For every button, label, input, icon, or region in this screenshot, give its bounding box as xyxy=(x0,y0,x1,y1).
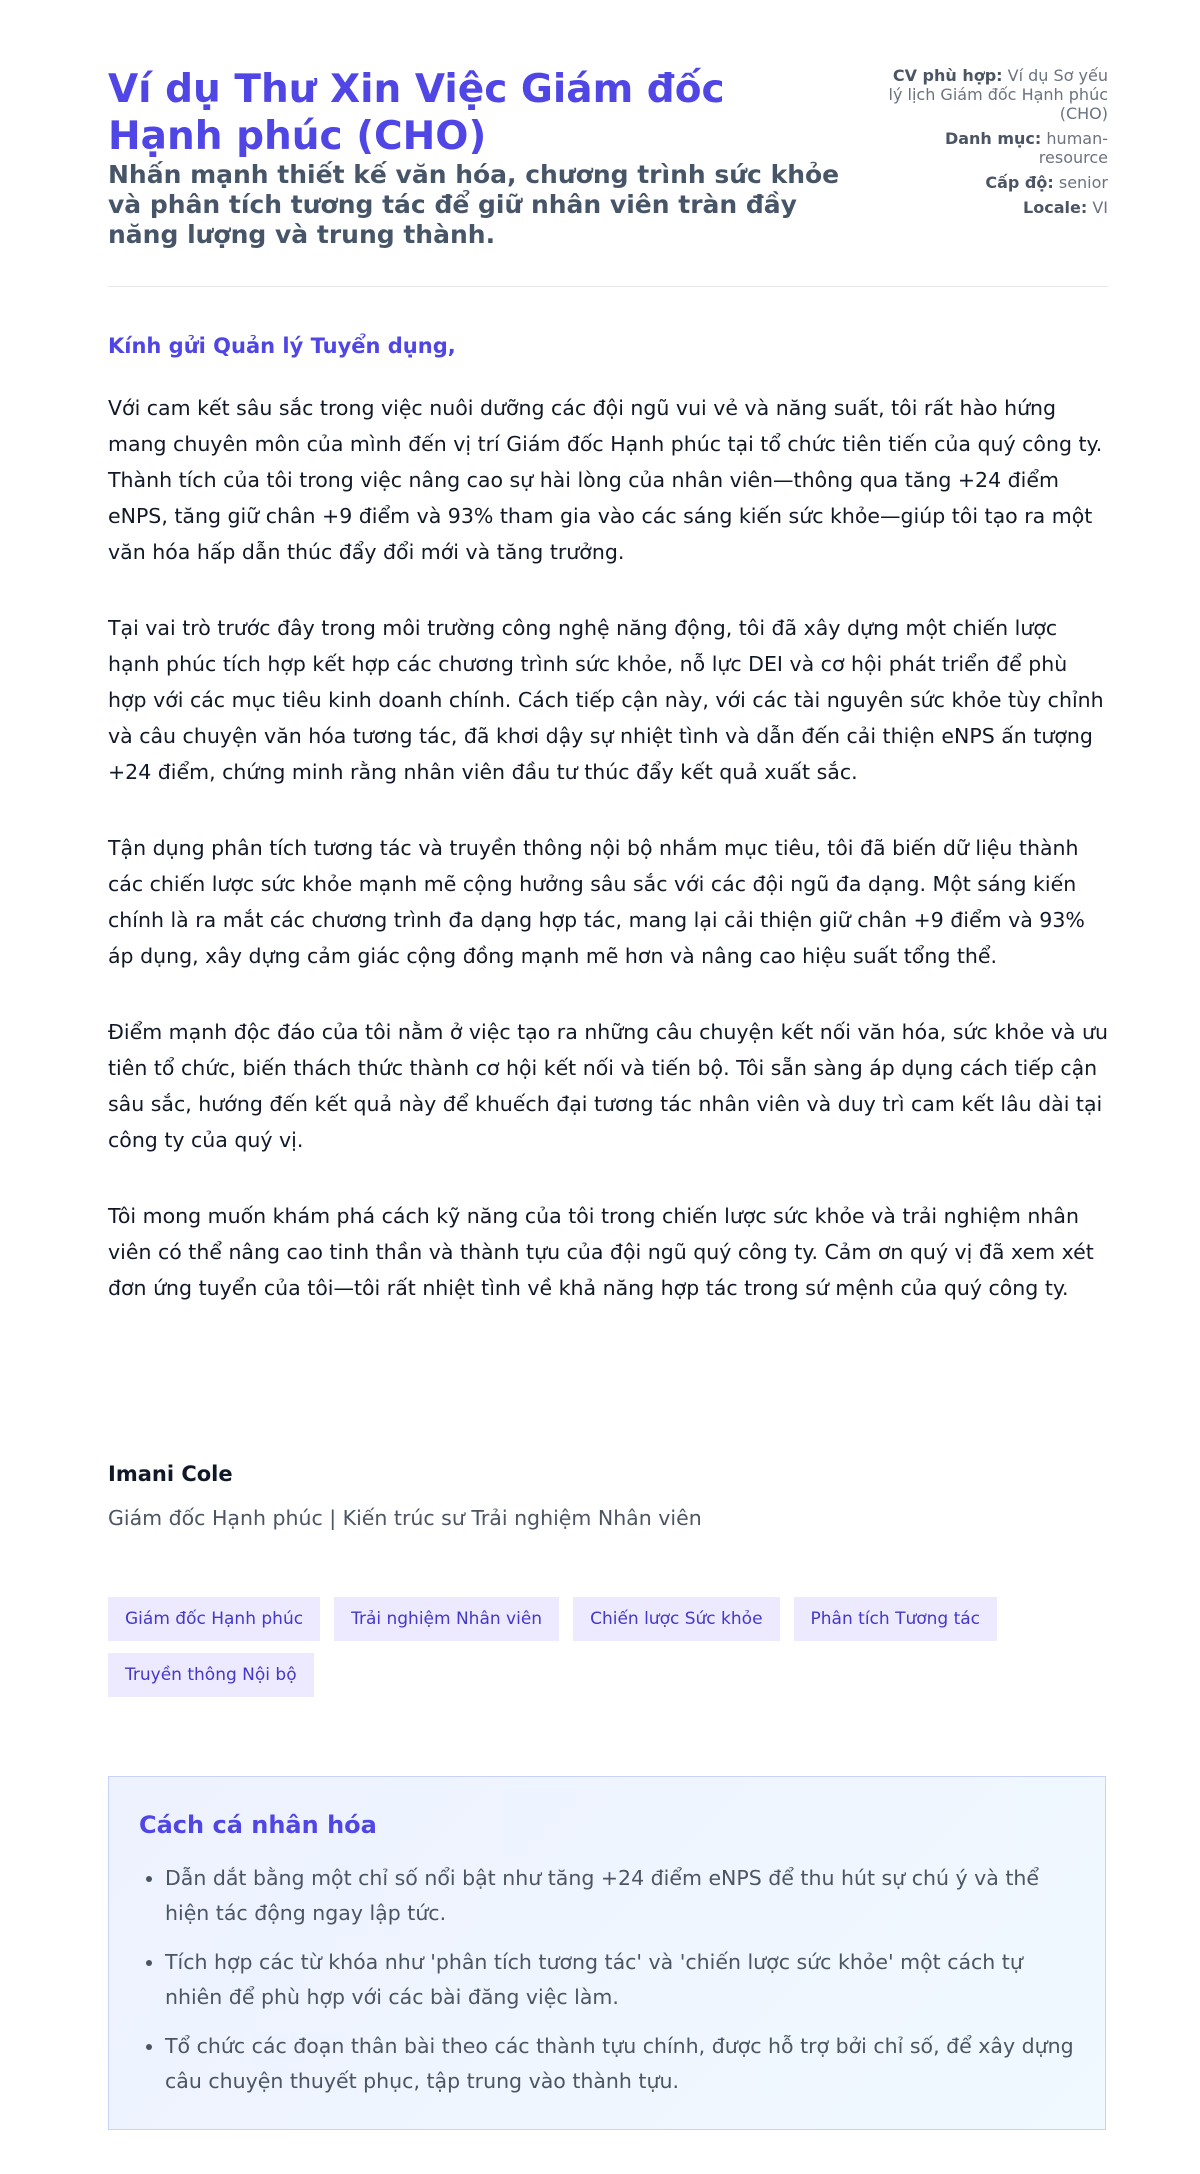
meta-locale-value: VI xyxy=(1092,198,1108,217)
meta-cv-label: CV phù hợp: xyxy=(892,66,1003,85)
tips-title: Cách cá nhân hóa xyxy=(139,1811,377,1839)
header-divider xyxy=(108,286,1108,287)
letter-paragraph: Tôi mong muốn khám phá cách kỹ năng của tôi trong chiến lược sức khỏe và trải nghiệm nhân viên có thể nâng cao tinh thần và thành tựu của đội ngũ quý công ty. Cảm ơn quý vị đã xem xét đơn ứng tuyển của tôi—tôi rất nhiệt tình về khả năng hợp tác trong sứ mệnh của quý công ty. xyxy=(108,1204,1094,1300)
tip-item: • Tích hợp các từ khóa như 'phân tích tương tác' và 'chiến lược sức khỏe' một cách tự nhiên để phù hợp với các bài đăng việc làm. xyxy=(165,1945,1085,2015)
meta-category xyxy=(888,129,1108,167)
tips-list xyxy=(135,1861,1085,2113)
letter-paragraph: Tại vai trò trước đây trong môi trường công nghệ năng động, tôi đã xây dựng một chiến lược hạnh phúc tích hợp kết hợp các chương trình sức khỏe, nỗ lực DEI và cơ hội phát triển để phù hợp với các mục tiêu kinh doanh chính. Cách tiếp cận này, với các tài nguyên sức khỏe tùy chỉnh và câu chuyện văn hóa tương tác, đã khơi dậy sự nhiệt tình và dẫn đến cải thiện eNPS ấn tượng +24 điểm, chứng minh rằng nhân viên đầu tư thúc đẩy kết quả xuất sắc. xyxy=(108,616,1104,784)
meta-panel xyxy=(888,66,1108,223)
meta-locale xyxy=(888,198,1108,217)
letter-body xyxy=(108,390,1108,1346)
tip-item: • Dẫn dắt bằng một chỉ số nổi bật như tăng +24 điểm eNPS để thu hút sự chú ý và thể hiện tác động ngay lập tức. xyxy=(165,1861,1085,1931)
tag-list xyxy=(108,1597,1108,1697)
salutation: Kính gửi Quản lý Tuyển dụng, xyxy=(108,334,456,358)
tip-item: • Tổ chức các đoạn thân bài theo các thành tựu chính, được hỗ trợ bởi chỉ số, để xây dựng câu chuyện thuyết phục, tập trung vào thành tựu. xyxy=(165,2029,1085,2099)
tag: Phân tích Tương tác xyxy=(794,1597,998,1641)
tag: Giám đốc Hạnh phúc xyxy=(108,1597,320,1641)
meta-locale-label: Locale: xyxy=(1023,198,1088,217)
signature-title: Giám đốc Hạnh phúc | Kiến trúc sư Trải nghiệm Nhân viên xyxy=(108,1506,702,1530)
meta-level-label: Cấp độ: xyxy=(985,173,1054,192)
meta-cv-value: Ví dụ Sơ yếu lý lịch Giám đốc Hạnh phúc (CHO) xyxy=(888,66,1108,123)
tag: Trải nghiệm Nhân viên xyxy=(334,1597,559,1641)
meta-level-value: senior xyxy=(1058,173,1108,192)
meta-level xyxy=(888,173,1108,192)
personalization-tips-box xyxy=(108,1776,1106,2130)
letter-paragraph: Tận dụng phân tích tương tác và truyền thông nội bộ nhắm mục tiêu, tôi đã biến dữ liệu thành các chiến lược sức khỏe mạnh mẽ cộng hưởng sâu sắc với các đội ngũ đa dạng. Một sáng kiến chính là ra mắt các chương trình đa dạng hợp tác, mang lại cải thiện giữ chân +9 điểm và 93% áp dụng, xây dựng cảm giác cộng đồng mạnh mẽ hơn và nâng cao hiệu suất tổng thể. xyxy=(108,836,1085,968)
meta-category-value: human-resource xyxy=(1038,129,1108,167)
page-subtitle: Nhấn mạnh thiết kế văn hóa, chương trình sức khỏe và phân tích tương tác để giữ nhân viên tràn đầy năng lượng và trung thành. xyxy=(108,160,840,249)
signature-name: Imani Cole xyxy=(108,1462,233,1486)
letter-paragraph: Điểm mạnh độc đáo của tôi nằm ở việc tạo ra những câu chuyện kết nối văn hóa, sức khỏe và ưu tiên tổ chức, biến thách thức thành cơ hội kết nối và tiến bộ. Tôi sẵn sàng áp dụng cách tiếp cận sâu sắc, hướng đến kết quả này để khuếch đại tương tác nhân viên và duy trì cam kết lâu dài tại công ty của quý vị. xyxy=(108,1020,1108,1152)
tag: Truyền thông Nội bộ xyxy=(108,1653,314,1697)
page-title: Ví dụ Thư Xin Việc Giám đốc Hạnh phúc (CHO) xyxy=(108,67,725,159)
letter-paragraph: Với cam kết sâu sắc trong việc nuôi dưỡng các đội ngũ vui vẻ và năng suất, tôi rất hào hứng mang chuyên môn của mình đến vị trí Giám đốc Hạnh phúc tại tổ chức tiên tiến của quý công ty. Thành tích của tôi trong việc nâng cao sự hài lòng của nhân viên—thông qua tăng +24 điểm eNPS, tăng giữ chân +9 điểm và 93% tham gia vào các sáng kiến sức khỏe—giúp tôi tạo ra một văn hóa hấp dẫn thúc đẩy đổi mới và tăng trưởng. xyxy=(108,396,1103,564)
tag: Chiến lược Sức khỏe xyxy=(573,1597,779,1641)
meta-category-label: Danh mục: xyxy=(944,129,1042,148)
meta-cv xyxy=(888,66,1108,123)
